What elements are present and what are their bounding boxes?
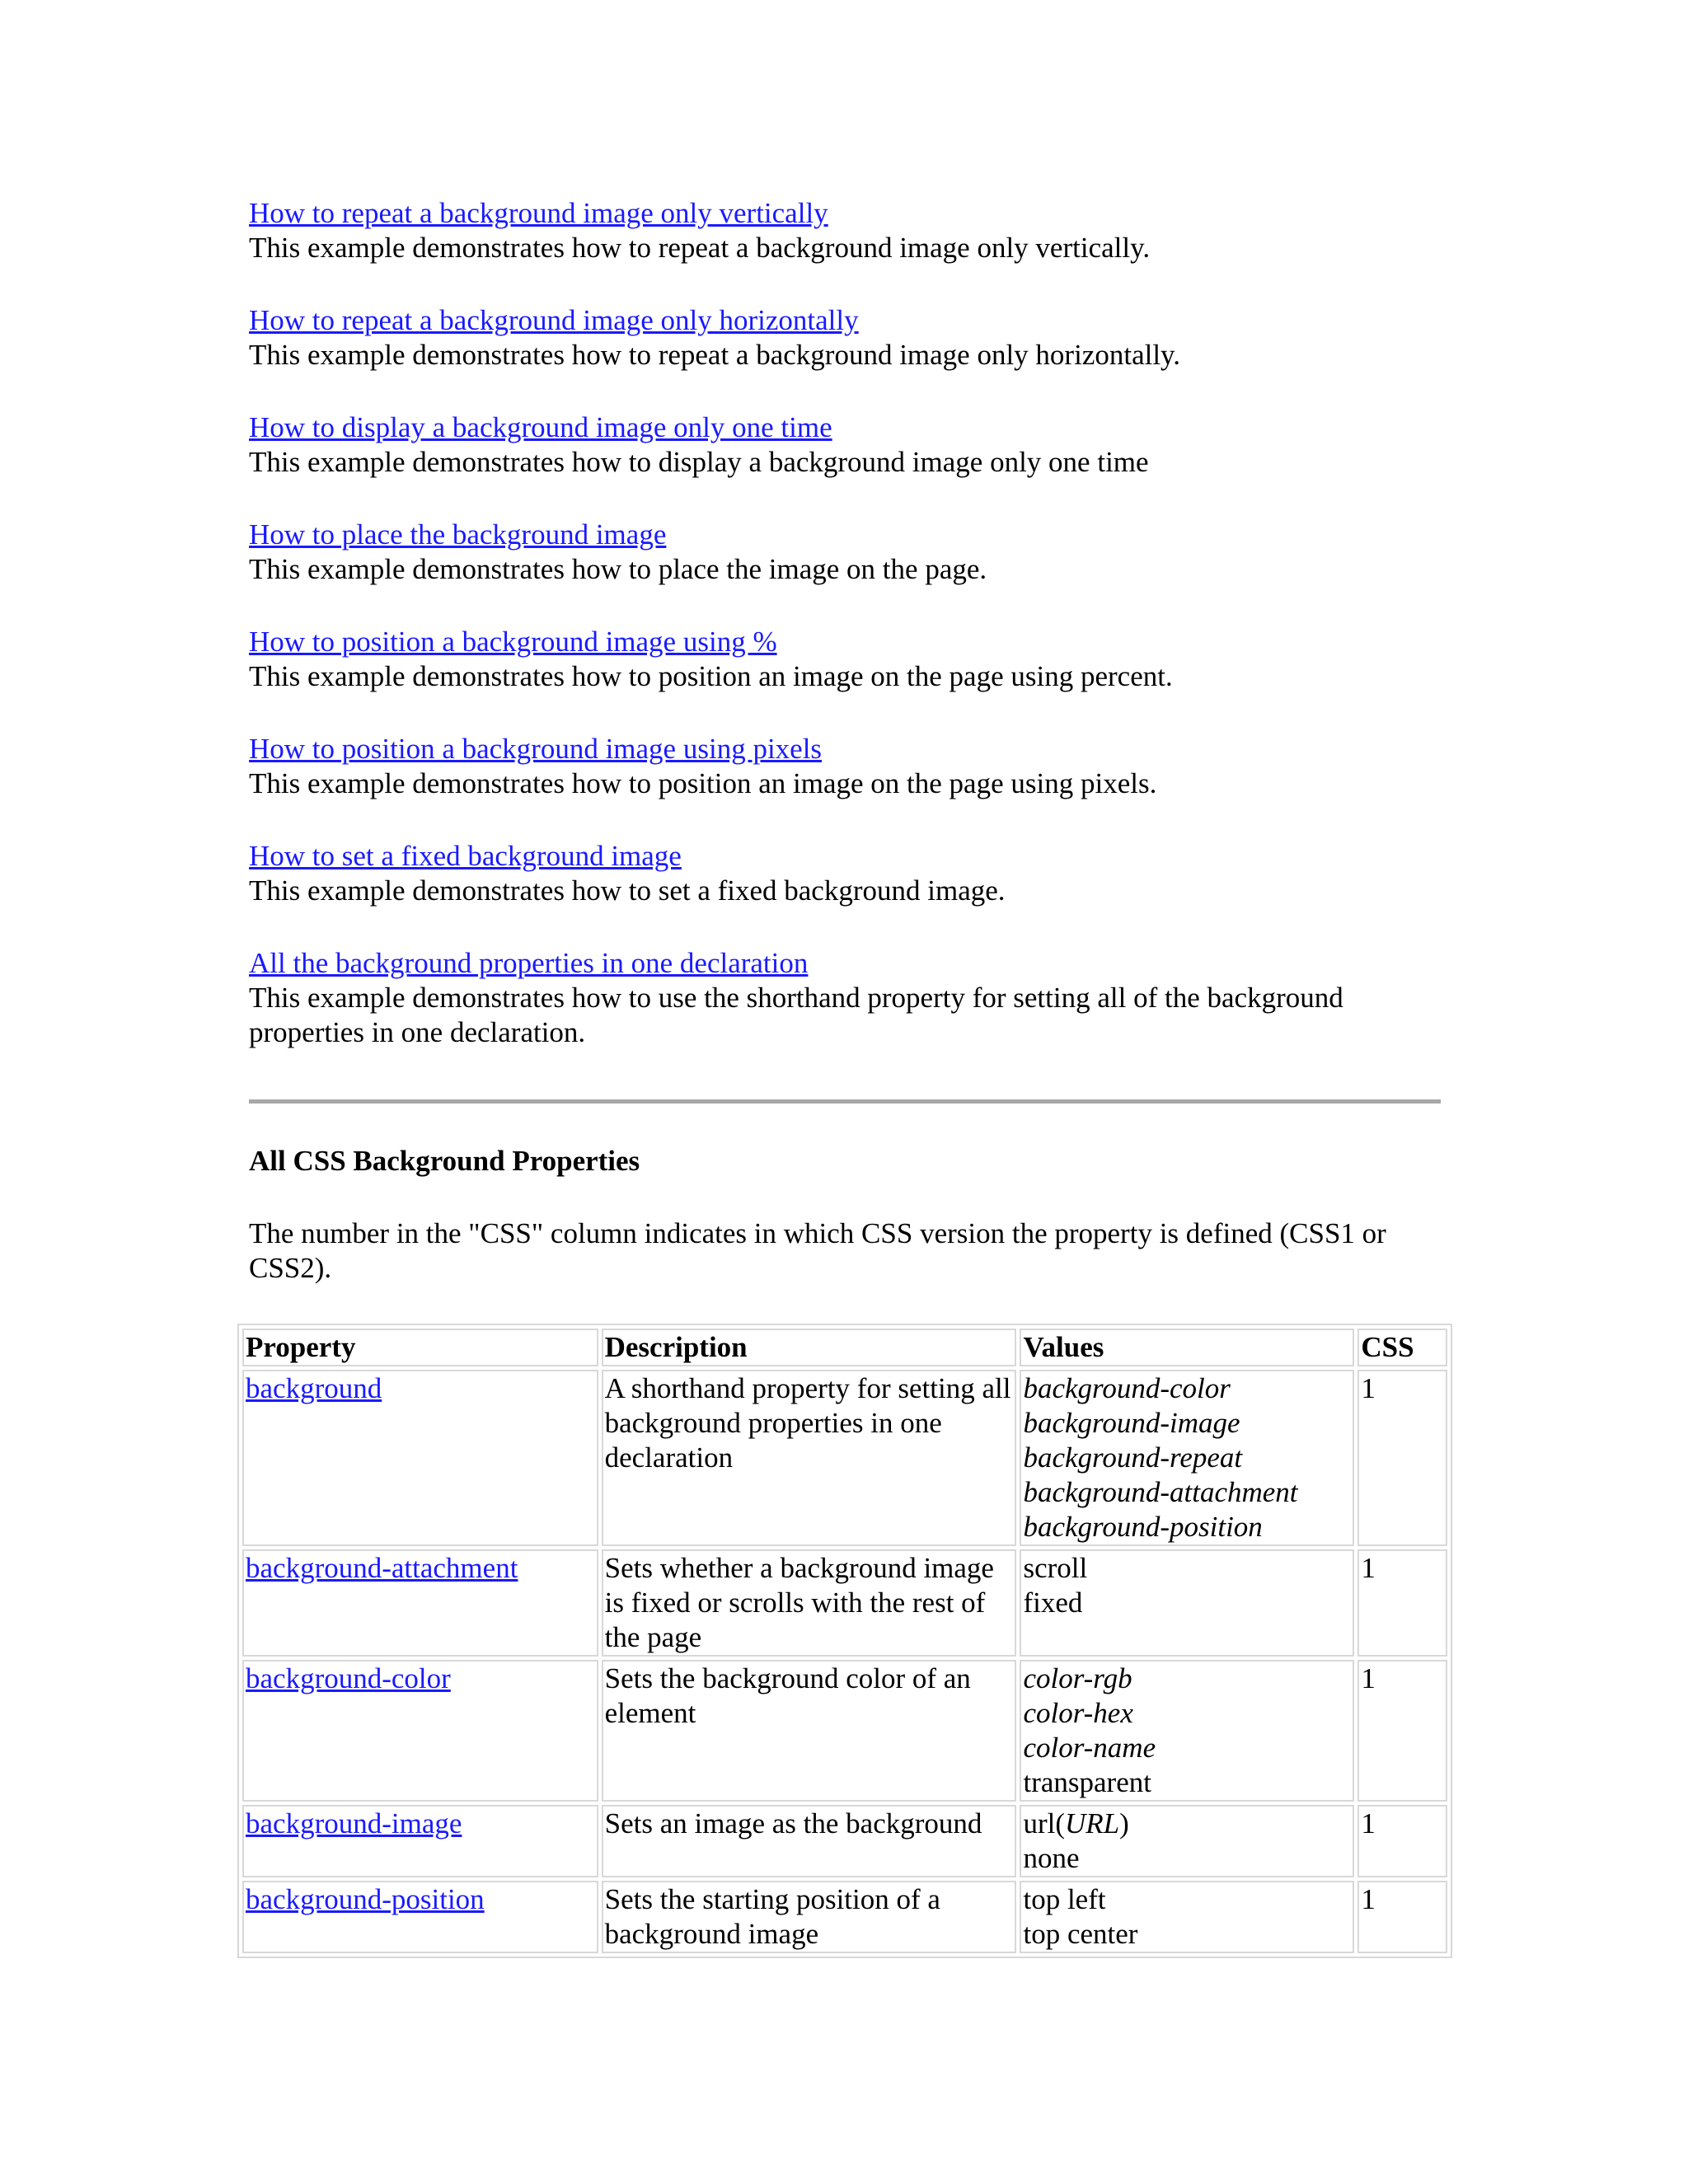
value-item: top left [1023,1883,1106,1915]
document-page [246,196,1452,1950]
example-item [249,839,1452,908]
example-description: This example demonstrates how to position an image on the page using pixels. [249,767,1157,799]
example-link-fixed-image[interactable]: How to set a fixed background image [249,840,682,872]
url-suffix: ) [1119,1807,1129,1840]
value-item: color-hex [1023,1697,1133,1729]
properties-table-wrapper [237,1324,1452,1958]
css-version-cell: 1 [1357,1805,1447,1877]
value-item: fixed [1023,1586,1083,1619]
description-cell: A shorthand property for setting all background properties in one declaration [602,1370,1017,1546]
section-divider [249,1099,1441,1104]
property-cell [242,1549,598,1657]
example-description: This example demonstrates how to place the image on the page. [249,553,987,585]
example-item [249,410,1452,480]
example-description: This example demonstrates how to repeat a background image only vertically. [249,232,1151,264]
value-item: scroll [1023,1552,1088,1584]
example-link-position-pixels[interactable]: How to position a background image using pixels [249,733,823,765]
properties-table [237,1324,1452,1958]
value-item: background-attachment [1023,1476,1298,1508]
example-description: This example demonstrates how to set a fixed background image. [249,874,1006,907]
value-item: background-position [1023,1511,1263,1543]
table-row [242,1881,1447,1953]
section-title: All CSS Background Properties [249,1145,640,1177]
property-link-background-color[interactable]: background-color [246,1662,451,1694]
example-link-place-image[interactable]: How to place the background image [249,518,667,551]
example-description: This example demonstrates how to display a background image only one time [249,446,1149,478]
values-cell [1020,1660,1354,1802]
property-cell [242,1805,598,1877]
table-row [242,1660,1447,1802]
description-cell: Sets the starting position of a background image [602,1881,1017,1953]
example-link-shorthand[interactable]: All the background properties in one declaration [249,947,809,979]
value-item: top center [1023,1918,1138,1950]
property-link-background-image[interactable]: background-image [246,1807,462,1840]
example-link-repeat-horizontally[interactable]: How to repeat a background image only horizontally [249,304,859,336]
example-link-display-one-time[interactable]: How to display a background image only one time [249,411,832,443]
property-cell [242,1660,598,1802]
value-item: color-name [1023,1732,1156,1764]
header-values: Values [1020,1329,1354,1366]
header-description: Description [602,1329,1017,1366]
header-property: Property [242,1329,598,1366]
css-version-cell: 1 [1357,1370,1447,1546]
table-row [242,1370,1447,1546]
description-cell: Sets the background color of an element [602,1660,1017,1802]
values-cell [1020,1370,1354,1546]
value-item: color-rgb [1023,1662,1132,1694]
example-link-repeat-vertically[interactable]: How to repeat a background image only vertically [249,197,828,229]
description-cell: Sets whether a background image is fixed or scrolls with the rest of the page [602,1549,1017,1657]
intro-paragraph: The number in the "CSS" column indicates in which CSS version the property is defined (CSS1 or CSS2). [249,1217,1386,1284]
table-row [242,1549,1447,1657]
example-item [249,625,1452,694]
css-version-cell: 1 [1357,1660,1447,1802]
value-item: none [1023,1842,1080,1874]
table-header-row [242,1329,1447,1366]
css-version-cell: 1 [1357,1881,1447,1953]
table-row [242,1805,1447,1877]
example-link-position-percent[interactable]: How to position a background image using % [249,626,777,658]
css-version-cell: 1 [1357,1549,1447,1657]
property-link-background[interactable]: background [246,1372,382,1404]
example-item [249,732,1452,801]
header-css: CSS [1357,1329,1447,1366]
url-prefix: url( [1023,1807,1066,1840]
value-item: background-image [1023,1407,1240,1439]
example-description: This example demonstrates how to use the shorthand property for setting all of the background properties in one declaration. [249,982,1343,1048]
values-cell [1020,1549,1354,1657]
example-description: This example demonstrates how to position an image on the page using percent. [249,660,1173,692]
example-item [249,196,1452,265]
value-item: background-color [1023,1372,1231,1404]
property-cell [242,1881,598,1953]
example-item [249,946,1452,1050]
description-cell: Sets an image as the background [602,1805,1017,1877]
property-cell [242,1370,598,1546]
values-cell [1020,1805,1354,1877]
example-item [249,518,1452,587]
example-item [249,303,1452,373]
value-item-url [1023,1807,1351,1841]
property-link-background-attachment[interactable]: background-attachment [246,1552,518,1584]
value-item: transparent [1023,1766,1151,1798]
examples-list [249,196,1452,1050]
example-description: This example demonstrates how to repeat a background image only horizontally. [249,339,1181,371]
url-arg: URL [1065,1807,1120,1840]
value-item: background-repeat [1023,1441,1243,1474]
values-cell [1020,1881,1354,1953]
property-link-background-position[interactable]: background-position [246,1883,485,1915]
